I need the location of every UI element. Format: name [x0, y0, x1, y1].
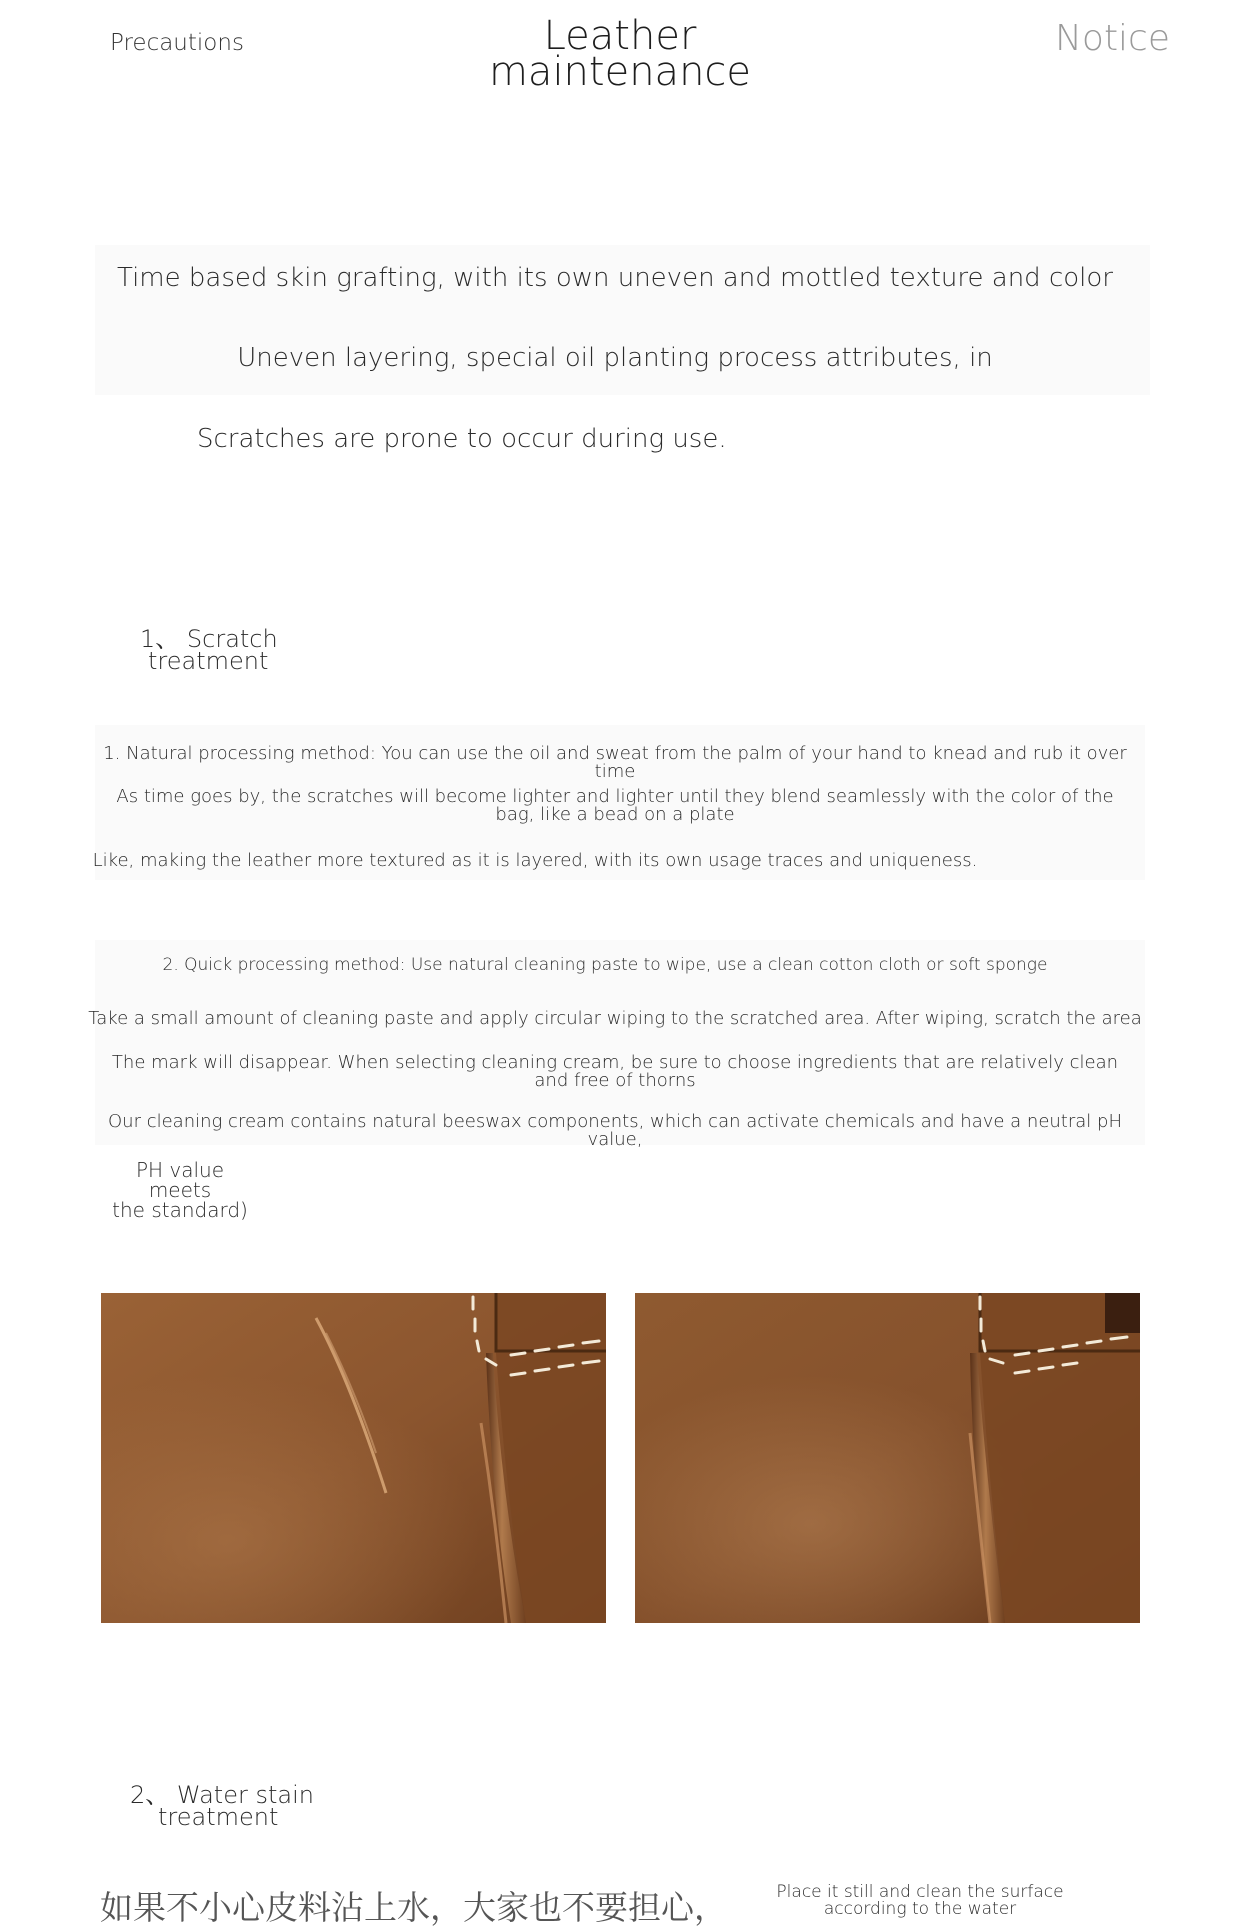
quick-method-line-2: Take a small amount of cleaning paste and apply circular wiping to the scratched area. After wiping, scratch the area: [88, 1008, 1142, 1029]
water-stain-note: Place it still and clean the surface according to the water: [776, 1882, 1064, 1919]
section-2-heading-line-2: treatment: [158, 1803, 279, 1831]
intro-line-3: Scratches are prone to occur during use.: [197, 424, 727, 454]
intro-line-1: Time based skin grafting, with its own uneven and mottled texture and color: [117, 263, 1113, 293]
photo-before-scratch: [101, 1293, 606, 1623]
section-1-heading-line-2: treatment: [148, 647, 269, 675]
header-notice: Notice: [1054, 18, 1170, 59]
leather-photo-before: [101, 1293, 606, 1623]
leather-photo-after: [635, 1293, 1140, 1623]
photo-after-treatment: [635, 1293, 1140, 1623]
quick-method-line-1: 2. Quick processing method: Use natural cleaning paste to wipe, use a clean cotton cloth or soft sponge: [162, 955, 1048, 975]
section-2-heading: [130, 1781, 370, 1831]
ph-note-line-1: PH value meets: [135, 1158, 225, 1202]
section-1-heading-line-1: 1、 Scratch: [140, 625, 278, 653]
quick-method-line-4: Our cleaning cream contains natural beeswax components, which can activate chemicals and have a neutral pH value,: [108, 1111, 1122, 1150]
water-stain-chinese-text: 如果不小心皮料沾上水，大家也不要担心，: [100, 1888, 727, 1927]
ph-note-line-2: the standard): [112, 1198, 248, 1222]
natural-method-line-1: 1. Natural processing method: You can use the oil and sweat from the palm of your hand to knead and rub it over time: [103, 743, 1127, 782]
page-title: Leather maintenance: [488, 13, 752, 95]
section-1-heading: [140, 625, 340, 675]
ph-note: [105, 1160, 255, 1220]
natural-method-line-2: As time goes by, the scratches will become lighter and lighter until they blend seamlessly with the color of the bag, like a bead on a plate: [116, 786, 1114, 825]
section-2-heading-line-1: 2、 Water stain: [130, 1781, 314, 1809]
header-precautions: Precautions: [110, 30, 244, 56]
quick-method-line-3: The mark will disappear. When selecting cleaning cream, be sure to choose ingredients that are relatively clean and free of thorns: [111, 1052, 1119, 1091]
intro-line-2: Uneven layering, special oil planting process attributes, in: [237, 343, 993, 373]
natural-method-line-3: Like, making the leather more textured as it is layered, with its own usage traces and uniqueness.: [92, 850, 978, 871]
